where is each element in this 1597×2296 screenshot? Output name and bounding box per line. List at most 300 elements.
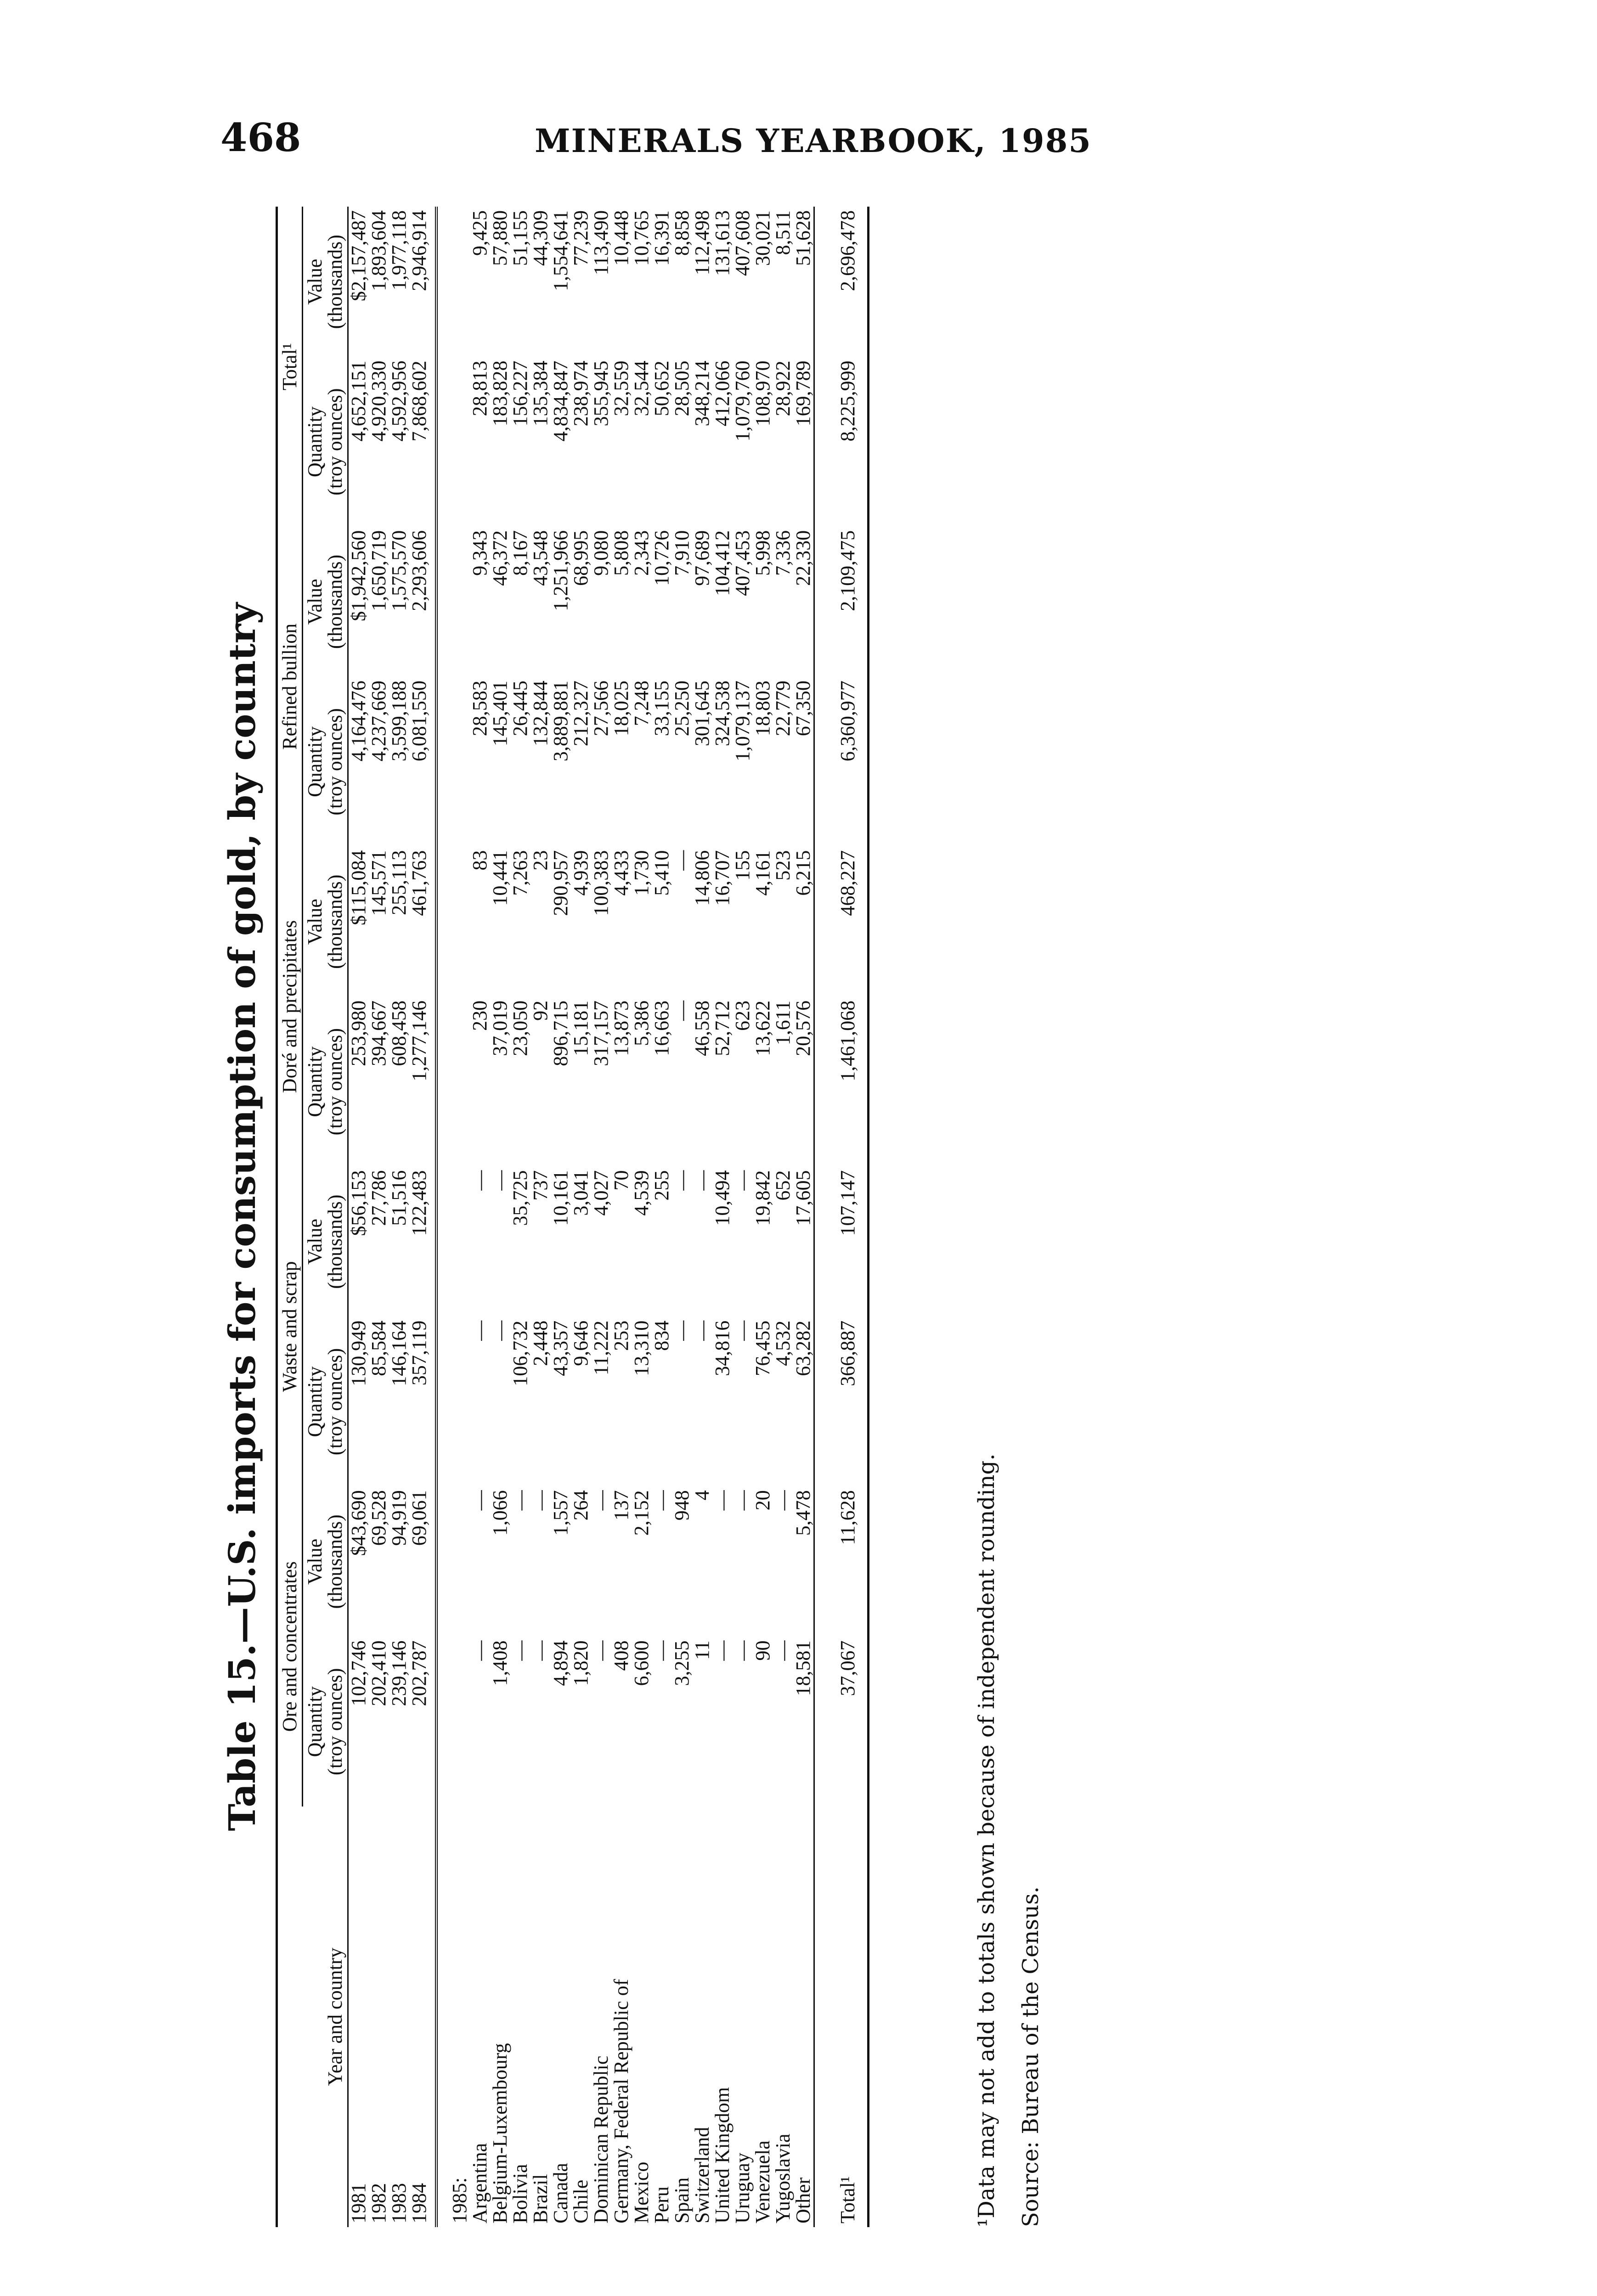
table-cell: — (509, 1640, 531, 1661)
table-cell: 11,628 (814, 1486, 869, 1637)
empty-cell (436, 1166, 470, 1317)
table-cell: 145,401 (489, 681, 511, 747)
table-cell: 69,528 (367, 1490, 390, 1546)
table-cell: 22,779 (772, 681, 794, 737)
row-label: Germany, Federal Republic of (610, 1979, 632, 2223)
table-cell: 57,880 (489, 210, 511, 266)
table-cell: 130,949 (347, 1320, 370, 1386)
row-label: Bolivia (509, 2164, 531, 2223)
table-cell: 4,237,669 (367, 681, 390, 762)
table-cell: 23 (529, 850, 552, 871)
table-cell: 8,167 (509, 530, 531, 576)
table-cell: 4,539 (630, 1170, 653, 1216)
country-row (591, 207, 611, 2227)
table-cell: 8,225,999 (814, 357, 869, 527)
subheader-quantity (303, 357, 348, 527)
table-wrapper (276, 207, 869, 2227)
table-cell: 20 (751, 1490, 774, 1511)
country-row (652, 207, 672, 2227)
country-row (632, 207, 652, 2227)
empty-cell (436, 1317, 470, 1487)
table-cell: 51,516 (388, 1170, 410, 1226)
subheader-line: (troy ounces) (324, 1028, 346, 1136)
footnote: ¹Data may not add to totals shown because of independent rounding. (974, 1453, 999, 2227)
table-cell: 85,584 (367, 1320, 390, 1376)
table-cell: 32,559 (610, 360, 632, 416)
country-row (551, 207, 571, 2227)
table-cell: 18,025 (610, 681, 632, 737)
table-cell: 264 (570, 1490, 592, 1521)
table-cell: 97,689 (691, 530, 713, 586)
empty-cell (436, 997, 470, 1167)
subheader-quantity (303, 677, 348, 847)
table-cell: — (711, 1490, 734, 1511)
year-row (369, 207, 389, 2227)
table-cell: 28,583 (468, 681, 491, 737)
table-cell: 28,922 (772, 360, 794, 416)
table-cell: $1,942,560 (347, 530, 370, 621)
row-label: Brazil (529, 2174, 552, 2223)
subheader-line: Quantity (304, 1046, 326, 1117)
empty-cell (436, 1486, 470, 1637)
table-cell: 4,920,330 (367, 360, 390, 442)
table-cell: $43,690 (347, 1490, 370, 1556)
table-cell: — (468, 1490, 491, 1511)
table-cell: 212,327 (570, 681, 592, 747)
table-cell: 27,786 (367, 1170, 390, 1226)
table-cell: 1,461,068 (814, 997, 869, 1167)
table-cell: 1,079,137 (731, 681, 754, 762)
table-cell: 8,511 (772, 210, 794, 255)
table-cell: 22,330 (792, 530, 814, 586)
row-label: Peru (650, 2186, 673, 2223)
table-cell: 16,391 (650, 210, 673, 266)
table-cell: 104,412 (711, 530, 734, 596)
country-row (793, 207, 814, 2227)
table-cell: $115,084 (347, 850, 370, 926)
table-cell: 11,222 (590, 1320, 612, 1376)
subheader-line: Quantity (304, 1686, 326, 1757)
table-cell: 4,894 (549, 1640, 572, 1686)
table-cell: — (711, 1640, 734, 1661)
table-cell: 9,425 (468, 210, 491, 256)
table-cell: 5,478 (792, 1490, 814, 1536)
row-label: 1983 (388, 2183, 410, 2223)
empty-cell (436, 677, 470, 847)
table-cell: 4,592,956 (388, 360, 410, 442)
table-cell: 13,873 (610, 1000, 632, 1056)
table-cell: 46,372 (489, 530, 511, 586)
table-cell: 10,494 (711, 1170, 734, 1226)
table-cell: 11 (691, 1640, 713, 1660)
table-cell: 1,650,719 (367, 530, 390, 611)
table-cell: 7,248 (630, 681, 653, 726)
rotated-table-block (220, 207, 1075, 2227)
table-cell: 43,357 (549, 1320, 572, 1376)
subheader-line: Value (304, 259, 326, 305)
page-header (0, 0, 1597, 193)
table-title: Table 15.—U.S. imports for consumption of gold, by country (220, 602, 264, 1831)
subheader-line: (troy ounces) (324, 1348, 346, 1456)
table-cell: 834 (650, 1320, 673, 1351)
table-cell: 7,910 (671, 530, 693, 576)
table-cell: 10,448 (610, 210, 632, 266)
table-cell: 30,021 (751, 210, 774, 266)
table-cell: 4,939 (570, 850, 592, 896)
table-cell: — (650, 1490, 673, 1511)
subheader-line: (thousands) (324, 874, 346, 969)
table-cell: — (468, 1320, 491, 1341)
table-cell: 9,080 (590, 530, 612, 576)
subheader-line: (thousands) (324, 554, 346, 649)
table-cell: 7,336 (772, 530, 794, 576)
table-cell: 6,360,977 (814, 677, 869, 847)
subheader-line: Quantity (304, 726, 326, 797)
table-cell: 394,667 (367, 1000, 390, 1066)
table-cell: 1,893,604 (367, 210, 390, 291)
table-cell: 357,119 (409, 1317, 436, 1487)
table-cell: — (671, 850, 693, 871)
subheader-line: (thousands) (324, 235, 346, 329)
table-cell: 51,628 (792, 210, 814, 266)
row-label: 1982 (367, 2183, 390, 2223)
table-cell: 1,977,118 (388, 210, 410, 291)
table-cell: 412,066 (711, 360, 734, 427)
empty-cell (436, 207, 470, 357)
row-label: Total¹ (814, 1806, 869, 2227)
table-cell: 106,732 (509, 1320, 531, 1386)
table-cell: 37,067 (814, 1637, 869, 1806)
table-cell: 4,164,476 (347, 681, 370, 762)
table-cell: 9,646 (570, 1320, 592, 1366)
table-cell: 2,293,606 (409, 527, 436, 677)
country-row (470, 207, 490, 2227)
stub-header: Year and country (277, 1806, 348, 2227)
table-cell: 25,250 (671, 681, 693, 737)
row-label: Mexico (630, 2161, 653, 2223)
table-cell: — (691, 1170, 713, 1191)
row-label: 1984 (409, 1806, 436, 2227)
table-cell: 6,600 (630, 1640, 653, 1686)
table-cell: 652 (772, 1170, 794, 1201)
table-cell: 253 (610, 1320, 632, 1351)
table-cell: 7,263 (509, 850, 531, 896)
row-label: Chile (570, 2179, 592, 2223)
country-row (692, 207, 712, 2227)
table-cell: 408 (610, 1640, 632, 1671)
table-cell: 523 (772, 850, 794, 881)
table-cell: 5,808 (610, 530, 632, 576)
table-cell: 4,027 (590, 1170, 612, 1216)
table-cell: 5,998 (751, 530, 774, 576)
table-cell: — (590, 1640, 612, 1661)
table-cell: 156,227 (509, 360, 531, 427)
table-cell: — (691, 1320, 713, 1341)
table-cell: 461,763 (409, 847, 436, 997)
country-row (712, 207, 733, 2227)
table-cell: 10,765 (630, 210, 653, 266)
table-cell: 18,581 (792, 1640, 814, 1696)
table-cell: 10,161 (549, 1170, 572, 1226)
table-cell: 1,730 (630, 850, 653, 896)
table-cell: 1,066 (489, 1490, 511, 1536)
subheader-line: (thousands) (324, 1514, 346, 1609)
table-cell: 17,605 (792, 1170, 814, 1226)
table-cell: 6,081,550 (409, 677, 436, 847)
subheader-value (303, 207, 348, 357)
table-cell: 202,410 (367, 1640, 390, 1706)
table-cell: 230 (468, 1000, 491, 1031)
table-cell: 366,887 (814, 1317, 869, 1487)
subheader-line: (thousands) (324, 1194, 346, 1289)
table-cell: 92 (529, 1000, 552, 1021)
table-cell: 1,251,966 (549, 530, 572, 611)
subheader-line: Value (304, 1218, 326, 1265)
empty-cell (436, 1637, 470, 1806)
country-row (672, 207, 692, 2227)
table-cell: 90 (751, 1640, 774, 1661)
table-cell: 2,109,475 (814, 527, 869, 677)
row-label: Canada (549, 2163, 572, 2223)
table-cell: 77,239 (570, 210, 592, 266)
table-cell: 46,558 (691, 1000, 713, 1056)
year-row (389, 207, 409, 2227)
table-cell: 3,255 (671, 1640, 693, 1686)
subheader-quantity (303, 1637, 348, 1806)
table-cell: 355,945 (590, 360, 612, 427)
table-cell: 3,041 (570, 1170, 592, 1216)
table-cell: 67,350 (792, 681, 814, 737)
country-row (510, 207, 530, 2227)
table-cell: 108,970 (751, 360, 774, 427)
group-header-ore: Ore and concentrates (277, 1486, 303, 1806)
table-cell: — (731, 1170, 754, 1191)
subheader-value (303, 847, 348, 997)
table-cell: 155 (731, 850, 754, 881)
row-label: Other (792, 2177, 814, 2223)
subheader-quantity (303, 997, 348, 1167)
table-cell: 4 (691, 1490, 713, 1501)
table-cell: 69,061 (409, 1486, 436, 1637)
group-header-dore: Doré and precipitates (277, 847, 303, 1167)
table-cell: 16,707 (711, 850, 734, 906)
table-cell: — (731, 1490, 754, 1511)
table-cell: 6,215 (792, 850, 814, 896)
table-cell: 52,712 (711, 1000, 734, 1056)
table-cell: — (731, 1320, 754, 1341)
table-body (348, 207, 869, 2227)
table-cell: 324,538 (711, 681, 734, 747)
table-cell: 132,844 (529, 681, 552, 747)
group-header-refined: Refined bullion (277, 527, 303, 847)
table-cell: 948 (671, 1490, 693, 1521)
empty-cell (436, 357, 470, 527)
year-row (348, 207, 369, 2227)
table-cell: 290,957 (549, 850, 572, 916)
table-cell: 1,611 (772, 1000, 794, 1046)
table-cell: 131,613 (711, 210, 734, 276)
table-cell: 70 (610, 1170, 632, 1191)
table-cell: $56,153 (347, 1170, 370, 1236)
year-1985-label: 1985: (448, 2177, 471, 2223)
table-cell: 100,383 (590, 850, 612, 916)
table-cell: — (671, 1320, 693, 1341)
row-label: Argentina (468, 2143, 491, 2223)
year-row (409, 207, 436, 2227)
table-cell: 4,532 (772, 1320, 794, 1366)
table-cell: 407,608 (731, 210, 754, 276)
table-cell: 3,599,188 (388, 681, 410, 762)
table-cell: 28,813 (468, 360, 491, 416)
table-cell: 2,152 (630, 1490, 653, 1536)
table-cell: 9,343 (468, 530, 491, 576)
subheader-value (303, 1166, 348, 1317)
table-cell: 468,227 (814, 847, 869, 997)
empty-cell (436, 847, 470, 997)
table-cell: 5,410 (650, 850, 673, 896)
table-cell: 28,505 (671, 360, 693, 416)
table-cell: 10,726 (650, 530, 673, 586)
table-cell: 255,113 (388, 850, 410, 916)
table-cell: — (650, 1640, 673, 1661)
table-cell: 301,645 (691, 681, 713, 747)
table-cell: — (731, 1640, 754, 1661)
running-head: MINERALS YEARBOOK, 1985 (535, 122, 1092, 160)
row-label: 1981 (347, 2183, 370, 2223)
subheader-line: Value (304, 1538, 326, 1585)
table-cell: 137 (610, 1490, 632, 1521)
row-label: Spain (671, 2177, 693, 2223)
row-label: Switzerland (691, 2127, 713, 2223)
table-cell: 13,310 (630, 1320, 653, 1376)
table-cell: 2,343 (630, 530, 653, 576)
table-cell: — (468, 1170, 491, 1191)
table-cell: 13,622 (751, 1000, 774, 1056)
table-cell: 1,079,760 (731, 360, 754, 442)
table-cell: 35,725 (509, 1170, 531, 1226)
table-cell: — (772, 1640, 794, 1661)
table-cell: 135,384 (529, 360, 552, 427)
subheader-line: (troy ounces) (324, 388, 346, 495)
table-cell: — (671, 1170, 693, 1191)
subheader-value (303, 1486, 348, 1637)
table-cell: 317,157 (590, 1000, 612, 1066)
table-cell: 608,458 (388, 1000, 410, 1066)
table-cell: 112,498 (691, 210, 713, 276)
group-header-total: Total¹ (277, 207, 303, 527)
table-cell: 4,161 (751, 850, 774, 896)
table-cell: 239,146 (388, 1640, 410, 1706)
table-cell: 37,019 (489, 1000, 511, 1056)
table-cell: 2,946,914 (409, 207, 436, 357)
table-cell: 623 (731, 1000, 754, 1031)
subheader-line: Quantity (304, 406, 326, 478)
table-cell: 7,868,602 (409, 357, 436, 527)
table-cell: $2,157,487 (347, 210, 370, 301)
country-row (611, 207, 632, 2227)
table-cell: 14,806 (691, 850, 713, 906)
table-cell: — (489, 1170, 511, 1191)
table-cell: 19,842 (751, 1170, 774, 1226)
table-cell: 16,663 (650, 1000, 673, 1056)
country-row (753, 207, 773, 2227)
table-cell: 1,408 (489, 1640, 511, 1686)
table-cell: 1,575,570 (388, 530, 410, 611)
page-number: 468 (220, 115, 301, 160)
table-cell: 102,746 (347, 1640, 370, 1706)
empty-cell (436, 527, 470, 677)
table-cell: — (509, 1490, 531, 1511)
table-cell: 50,652 (650, 360, 673, 416)
table-cell: 8,858 (671, 210, 693, 256)
row-label: Uruguay (731, 2153, 754, 2223)
table-cell: 1,820 (570, 1640, 592, 1686)
table-cell: — (489, 1320, 511, 1341)
table-cell: 2,696,478 (814, 207, 869, 357)
year-1985-row (436, 207, 470, 2227)
table-cell: 107,147 (814, 1166, 869, 1317)
table-cell: 1,557 (549, 1490, 572, 1536)
table-cell: 113,490 (590, 210, 612, 276)
table-cell: — (772, 1490, 794, 1511)
table-cell: 2,448 (529, 1320, 552, 1366)
table-cell: 51,155 (509, 210, 531, 266)
table-cell: 83 (468, 850, 491, 871)
table-cell: 94,919 (388, 1490, 410, 1546)
table-cell: 23,050 (509, 1000, 531, 1056)
table-cell: — (468, 1640, 491, 1661)
row-label: Venezuela (751, 2140, 774, 2223)
table-cell: 5,386 (630, 1000, 653, 1046)
table-cell: 183,828 (489, 360, 511, 427)
country-row (490, 207, 510, 2227)
table-cell: 122,483 (409, 1166, 436, 1317)
table-cell: 1,277,146 (409, 997, 436, 1167)
table-cell: — (529, 1640, 552, 1661)
table-cell: 348,214 (691, 360, 713, 427)
table-cell: 15,181 (570, 1000, 592, 1056)
table-cell: 407,453 (731, 530, 754, 596)
group-header-waste: Waste and scrap (277, 1166, 303, 1486)
table-cell: 4,433 (610, 850, 632, 896)
table-cell: 34,816 (711, 1320, 734, 1376)
table-cell: 27,566 (590, 681, 612, 737)
table-cell: — (671, 1000, 693, 1021)
table-cell: 145,571 (367, 850, 390, 916)
subheader-quantity (303, 1317, 348, 1487)
subheader-line: Quantity (304, 1366, 326, 1437)
table-cell: 737 (529, 1170, 552, 1201)
table-cell: 238,974 (570, 360, 592, 427)
subheader-line: Value (304, 899, 326, 945)
table-cell: 33,155 (650, 681, 673, 737)
table-cell: 253,980 (347, 1000, 370, 1066)
country-row (571, 207, 591, 2227)
table-cell: 20,576 (792, 1000, 814, 1056)
gold-imports-table (276, 207, 869, 2227)
subheader-line: (troy ounces) (324, 708, 346, 816)
table-cell: 44,309 (529, 210, 552, 266)
table-cell: 4,652,151 (347, 360, 370, 442)
table-cell: 1,554,641 (549, 210, 572, 291)
table-notes (974, 207, 1062, 2227)
row-label: Belgium-Luxembourg (489, 2043, 511, 2223)
subheader-line: (troy ounces) (324, 1668, 346, 1775)
table-cell: 32,544 (630, 360, 653, 416)
row-label: United Kingdom (711, 2087, 734, 2223)
table-cell: — (529, 1490, 552, 1511)
total-row (814, 207, 869, 2227)
